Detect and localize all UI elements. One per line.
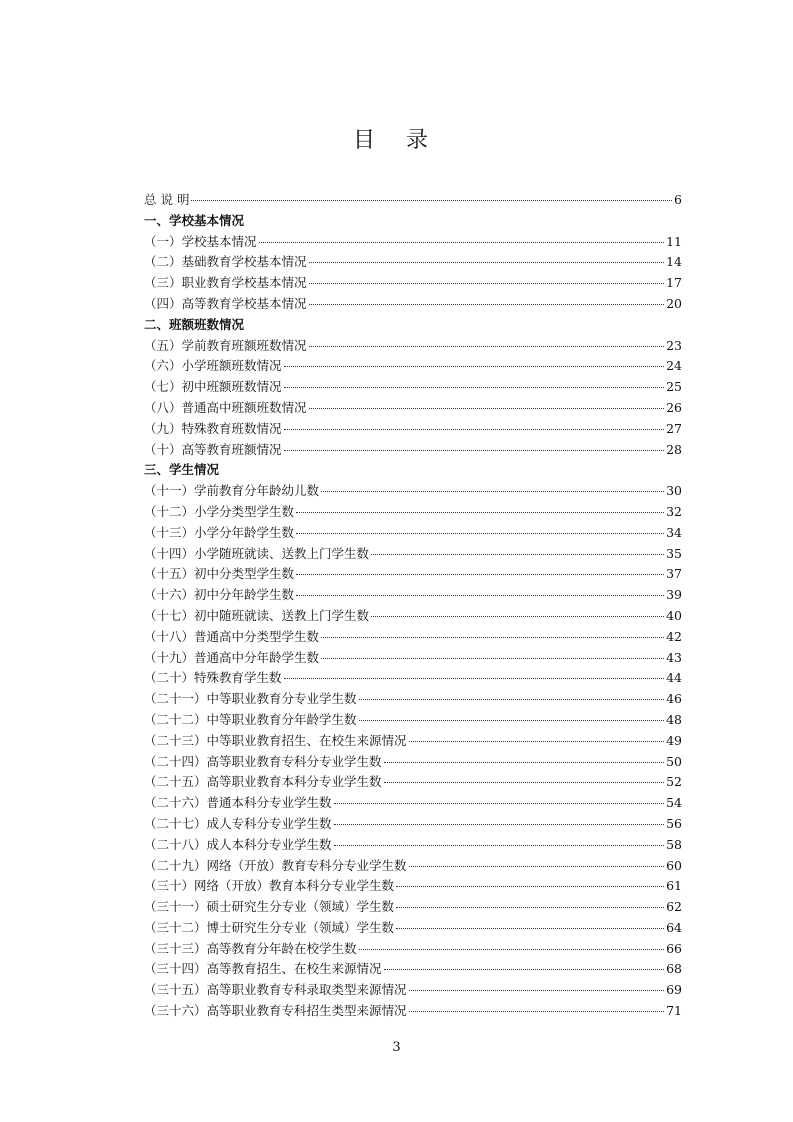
toc-dot-leader [334, 845, 665, 846]
toc-entry-page: 52 [666, 774, 682, 790]
toc-entry-page: 6 [674, 192, 682, 207]
toc-entry-label: （一）学校基本情况 [144, 233, 257, 249]
toc-entry [144, 856, 682, 877]
toc-entry-label: （十五）初中分类型学生数 [144, 566, 295, 582]
toc-entry [144, 419, 682, 440]
toc-dot-leader [396, 907, 664, 908]
toc-entry [144, 980, 682, 1001]
toc-dot-leader [359, 720, 665, 721]
toc-entry-label: （二十六）普通本科分专业学生数 [144, 795, 332, 811]
toc-dot-leader [384, 762, 665, 763]
toc-entry [144, 897, 682, 918]
toc-dot-leader [259, 242, 665, 243]
toc-entry-label: （四）高等教育学校基本情况 [144, 295, 307, 311]
toc-entry-page: 23 [666, 337, 682, 353]
toc-entry-label: （九）特殊教育班数情况 [144, 420, 282, 436]
toc-entry-label: （十一）学前教育分年龄幼儿数 [144, 483, 320, 499]
toc-entry [144, 544, 682, 565]
toc-entry [144, 440, 682, 461]
toc-entry [144, 606, 682, 627]
toc-entry-label: （十三）小学分年龄学生数 [144, 524, 295, 540]
toc-entry-page: 17 [666, 275, 682, 291]
toc-entry-label: （二十一）中等职业教育分专业学生数 [144, 691, 357, 707]
toc-entry-page: 40 [666, 607, 682, 623]
toc-dot-leader [359, 949, 665, 950]
toc-entry-page: 46 [666, 691, 682, 707]
toc-dot-leader [296, 574, 664, 575]
page-number: 3 [392, 1040, 401, 1055]
toc-entry-page: 11 [666, 233, 682, 249]
toc-entry [144, 668, 682, 689]
toc-dot-leader [284, 366, 665, 367]
toc-entry-page: 69 [666, 982, 682, 998]
toc-entry-label: （三十二）博士研究生分专业（领域）学生数 [144, 919, 395, 935]
toc-entry-page: 24 [666, 358, 682, 374]
toc-entry-label: （十七）初中随班就读、送教上门学生数 [144, 607, 370, 623]
toc-dot-leader [409, 990, 665, 991]
toc-dot-leader [284, 678, 665, 679]
toc-dot-leader [309, 346, 665, 347]
toc-entry [144, 294, 682, 315]
toc-entry-label: （八）普通高中班额班数情况 [144, 399, 307, 415]
toc-entry-label: （三十五）高等职业教育专科录取类型来源情况 [144, 982, 407, 998]
toc-entry-label: 二、班额班数情况 [144, 316, 245, 332]
toc-dot-leader [334, 803, 665, 804]
toc-entry [144, 1001, 682, 1022]
toc-entry [144, 523, 682, 544]
toc-entry-page: 68 [666, 961, 682, 977]
toc-entry [144, 585, 682, 606]
toc-entry [144, 689, 682, 710]
toc-section-heading [144, 315, 682, 336]
toc-entry-label: （三十）网络（开放）教育本科分专业学生数 [144, 878, 395, 894]
toc-entry-page: 39 [666, 587, 682, 603]
toc-entry-label: （三）职业教育学校基本情况 [144, 275, 307, 291]
toc-entry-label: （七）初中班额班数情况 [144, 379, 282, 395]
toc-entry-label: （二十三）中等职业教育招生、在校生来源情况 [144, 732, 407, 748]
toc-entry [144, 648, 682, 669]
toc-dot-leader [409, 866, 665, 867]
toc-entry [144, 481, 682, 502]
toc-entry [144, 959, 682, 980]
toc-entry-label: 一、学校基本情况 [144, 212, 245, 228]
toc-dot-leader [396, 928, 664, 929]
toc-dot-leader [371, 616, 664, 617]
toc-dot-leader [334, 824, 665, 825]
toc-dot-leader [309, 283, 665, 284]
toc-entry [144, 356, 682, 377]
toc-dot-leader [321, 491, 664, 492]
toc-entry-label: （三十一）硕士研究生分专业（领域）学生数 [144, 899, 395, 915]
toc-entry-label: （二十四）高等职业教育专科分专业学生数 [144, 753, 382, 769]
toc-entry-page: 61 [666, 878, 682, 894]
toc-entry [144, 627, 682, 648]
toc-entry [144, 336, 682, 357]
table-of-contents [144, 190, 682, 1022]
toc-entry-page: 37 [666, 566, 682, 582]
toc-entry-label: （二十八）成人本科分专业学生数 [144, 836, 332, 852]
toc-entry-page: 34 [666, 524, 682, 540]
toc-dot-leader [309, 408, 665, 409]
toc-section-heading [144, 460, 682, 481]
toc-entry [144, 377, 682, 398]
toc-entry [144, 835, 682, 856]
toc-entry-page: 62 [666, 899, 682, 915]
toc-entry-label: （二十七）成人专科分专业学生数 [144, 815, 332, 831]
toc-dot-leader [321, 658, 664, 659]
toc-entry-page: 25 [666, 379, 682, 395]
toc-entry-label: （二十九）网络（开放）教育专科分专业学生数 [144, 857, 407, 873]
toc-entry-page: 49 [666, 732, 682, 748]
toc-entry-page: 71 [666, 1003, 682, 1019]
toc-dot-leader [296, 512, 664, 513]
toc-section-heading [144, 211, 682, 232]
toc-dot-leader [409, 1011, 665, 1012]
toc-entry-label: （十四）小学随班就读、送教上门学生数 [144, 545, 370, 561]
toc-entry [144, 772, 682, 793]
toc-entry-page: 35 [666, 545, 682, 561]
toc-dot-leader [321, 637, 664, 638]
toc-entry [144, 752, 682, 773]
toc-entry-page: 54 [666, 795, 682, 811]
toc-entry [144, 273, 682, 294]
toc-entry-label: （二十）特殊教育学生数 [144, 670, 282, 686]
toc-entry-page: 28 [666, 441, 682, 457]
toc-dot-leader [384, 969, 665, 970]
toc-entry-label: 三、学生情况 [144, 462, 220, 478]
toc-dot-leader [384, 782, 665, 783]
toc-entry-page: 66 [666, 940, 682, 956]
toc-entry-page: 30 [666, 483, 682, 499]
toc-entry-page: 20 [666, 295, 682, 311]
toc-entry-label: （六）小学班额班数情况 [144, 358, 282, 374]
toc-entry [144, 564, 682, 585]
toc-entry-label: （十八）普通高中分类型学生数 [144, 628, 320, 644]
toc-dot-leader [296, 595, 664, 596]
toc-entry [144, 731, 682, 752]
toc-dot-leader [409, 741, 665, 742]
toc-entry-label: （五）学前教育班额班数情况 [144, 337, 307, 353]
toc-entry [144, 876, 682, 897]
toc-entry [144, 232, 682, 253]
toc-entry-label: （三十三）高等教育分年龄在校学生数 [144, 940, 357, 956]
toc-entry-page: 48 [666, 711, 682, 727]
toc-entry-page: 56 [666, 815, 682, 831]
toc-dot-leader [359, 699, 665, 700]
toc-entry-label: （十）高等教育班额情况 [144, 441, 282, 457]
toc-dot-leader [284, 450, 665, 451]
toc-entry [144, 398, 682, 419]
toc-entry-label: （十六）初中分年龄学生数 [144, 587, 295, 603]
toc-entry-page: 60 [666, 857, 682, 873]
toc-entry-page: 42 [666, 628, 682, 644]
toc-entry-page: 27 [666, 420, 682, 436]
toc-entry [144, 918, 682, 939]
toc-entry [144, 252, 682, 273]
toc-dot-leader [284, 429, 665, 430]
toc-entry [144, 814, 682, 835]
toc-entry-page: 14 [666, 254, 682, 270]
toc-entry-page: 26 [666, 399, 682, 415]
toc-entry-page: 50 [666, 753, 682, 769]
toc-dot-leader [371, 554, 664, 555]
toc-entry-label: 总 说 明 [144, 192, 190, 207]
toc-entry-label: （十九）普通高中分年龄学生数 [144, 649, 320, 665]
toc-entry-label: （十二）小学分类型学生数 [144, 503, 295, 519]
toc-dot-leader [309, 304, 665, 305]
toc-entry-page: 44 [666, 670, 682, 686]
toc-entry-label: （二十二）中等职业教育分年龄学生数 [144, 711, 357, 727]
toc-dot-leader [309, 262, 665, 263]
toc-entry-label: （三十四）高等教育招生、在校生来源情况 [144, 961, 382, 977]
toc-dot-leader [396, 886, 664, 887]
toc-dot-leader [284, 387, 665, 388]
toc-dot-leader [191, 200, 672, 201]
toc-entry-label: （三十六）高等职业教育专科招生类型来源情况 [144, 1003, 407, 1019]
toc-entry-page: 64 [666, 919, 682, 935]
toc-entry-label: （二）基础教育学校基本情况 [144, 254, 307, 270]
toc-entry-page: 43 [666, 649, 682, 665]
toc-entry-label: （二十五）高等职业教育本科分专业学生数 [144, 774, 382, 790]
toc-entry-page: 58 [666, 836, 682, 852]
toc-entry-page: 32 [666, 503, 682, 519]
page-title: 目 录 [353, 127, 440, 153]
toc-entry [144, 939, 682, 960]
toc-entry [144, 190, 682, 211]
toc-entry [144, 502, 682, 523]
toc-dot-leader [296, 533, 664, 534]
toc-entry [144, 793, 682, 814]
toc-entry [144, 710, 682, 731]
